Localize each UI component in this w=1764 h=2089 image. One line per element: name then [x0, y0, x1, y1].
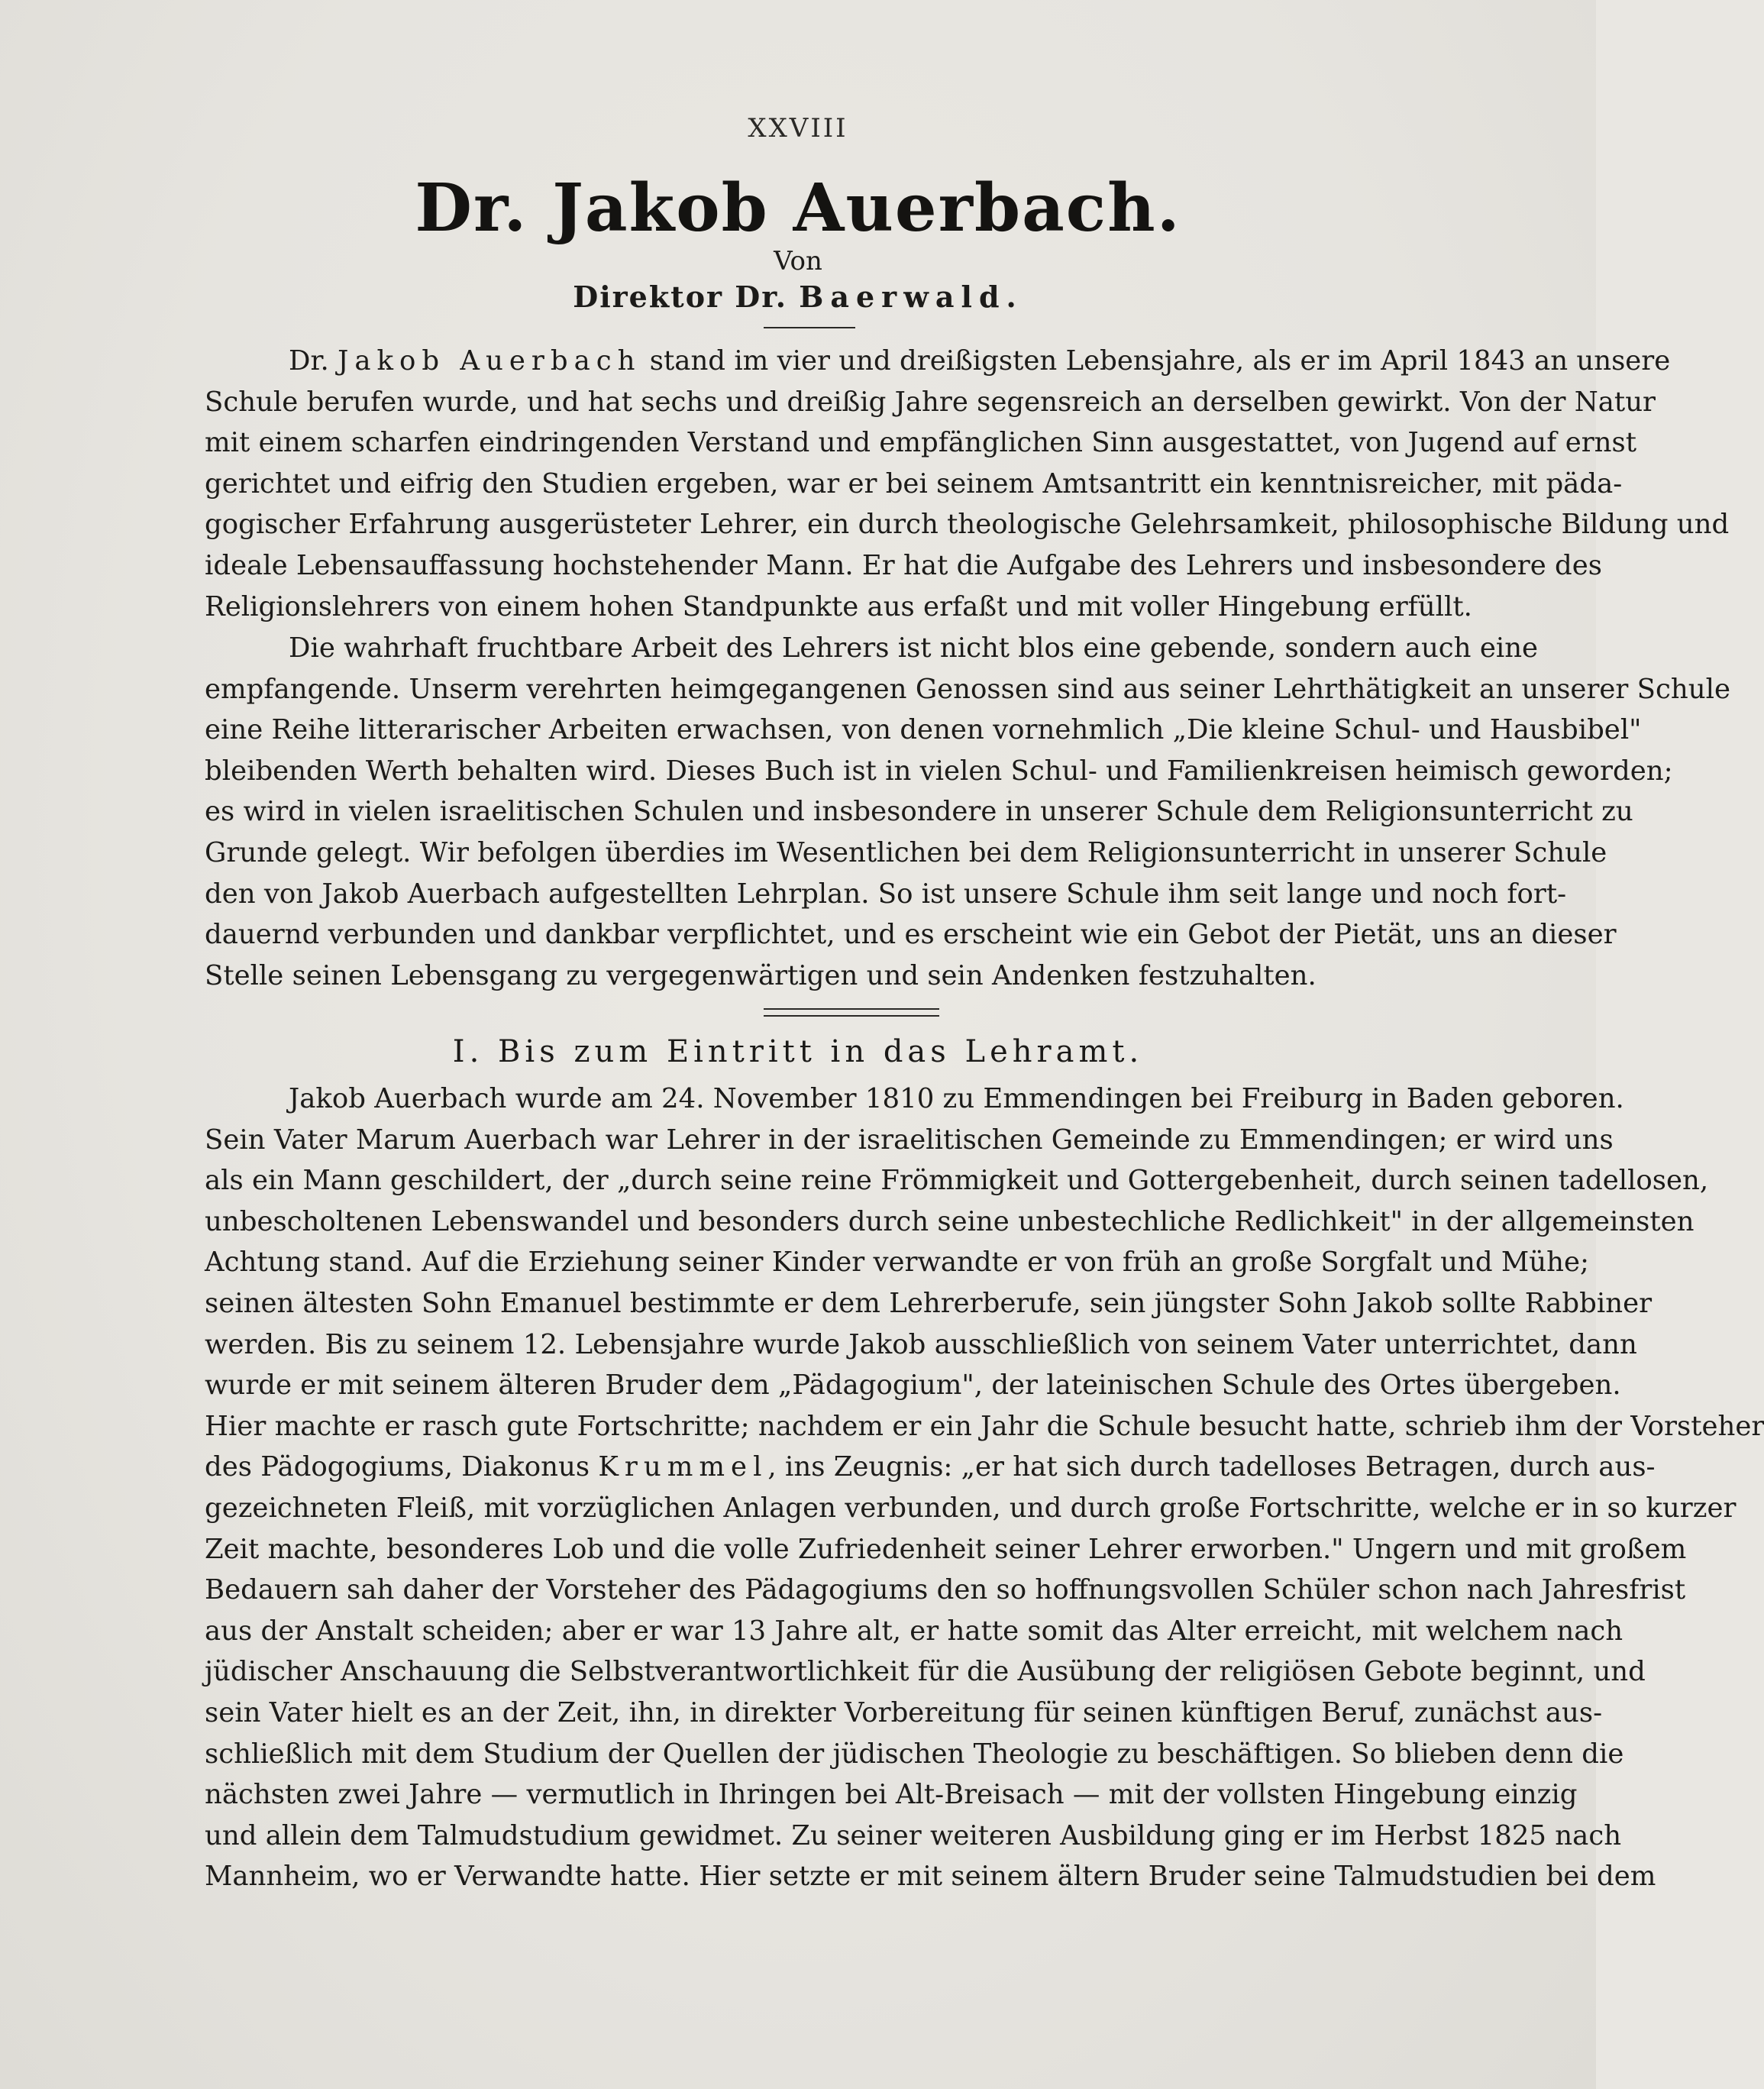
paragraph-line: dauernd verbunden und dankbar verpflichtet, und es erscheint wie ein Gebot der Pietät, uns an dieser: [205, 919, 1617, 951]
title-divider: [764, 327, 855, 328]
paragraph-line: als ein Mann geschildert, der „durch seine reine Frömmigkeit und Gottergebenheit, durch seinen tadellosen,: [205, 1165, 1709, 1197]
section-heading: I. Bis zum Eintritt in das Lehramt.: [452, 1034, 1144, 1069]
paragraph-line: mit einem scharfen eindringenden Verstand und empfänglichen Sinn ausgestattet, von Jugend auf ernst: [205, 427, 1637, 459]
paragraph-line: gezeichneten Fleiß, mit vorzüglichen Anlagen verbunden, und durch große Fortschritte, welche er in so kurzer: [205, 1492, 1737, 1524]
paragraph-line: des Pädogogiums, Diakonus Krummel, ins Zeugnis: „er hat sich durch tadelloses Betragen, durch aus-: [205, 1451, 1656, 1483]
paragraph-line: Schule berufen wurde, und hat sechs und dreißig Jahre segensreich an derselben gewirkt. Von der Natur: [205, 386, 1656, 418]
paragraph-line: werden. Bis zu seinem 12. Lebensjahre wurde Jakob ausschließlich von seinem Vater unterrichtet, dann: [205, 1328, 1637, 1360]
page-number: XXVIII: [748, 113, 848, 144]
paragraph-line: Die wahrhaft fruchtbare Arbeit des Lehrers ist nicht blos eine gebende, sondern auch eine: [289, 632, 1539, 664]
page-title: Dr. Jakob Auerbach.: [415, 170, 1181, 247]
paragraph-line: Sein Vater Marum Auerbach war Lehrer in der israelitischen Gemeinde zu Emmendingen; er wird uns: [205, 1124, 1614, 1156]
paragraph-line: aus der Anstalt scheiden; aber er war 13 Jahre alt, er hatte somit das Alter erreicht, mit welchem nach: [205, 1615, 1623, 1647]
second-paragraph: [205, 628, 1730, 996]
paragraph-line: gogischer Erfahrung ausgerüsteter Lehrer, ein durch theologische Gelehrsamkeit, philosophische Bildung und: [205, 509, 1730, 541]
paragraph-line: wurde er mit seinem älteren Bruder dem „Pädagogium", der lateinischen Schule des Ortes übergeben.: [205, 1369, 1621, 1402]
paragraph-line: nächsten zwei Jahre — vermutlich in Ihringen bei Alt-Breisach — mit der vollsten Hingebung einzig: [205, 1779, 1578, 1811]
paragraph-line: schließlich mit dem Studium der Quellen der jüdischen Theologie zu beschäftigen. So blieben denn die: [205, 1738, 1624, 1770]
paragraph-line: sein Vater hielt es an der Zeit, ihn, in direkter Vorbereitung für seinen künftigen Beruf, zunächst aus-: [205, 1696, 1603, 1728]
author-name: Baerwald.: [799, 280, 1023, 314]
paragraph-line: es wird in vielen israelitischen Schulen und insbesondere in unserer Schule dem Religionsunterricht zu: [205, 796, 1633, 828]
paragraph-line: Bedauern sah daher der Vorsteher des Pädagogiums den so hoffnungsvollen Schüler schon nach Jahresfrist: [205, 1574, 1686, 1606]
section-divider: [764, 1008, 939, 1017]
paragraph-line: jüdischer Anschauung die Selbstverantwortlichkeit für die Ausübung der religiösen Gebote beginnt, und: [205, 1656, 1646, 1688]
byline-von: Von: [774, 246, 822, 276]
paragraph-line: Hier machte er rasch gute Fortschritte; nachdem er ein Jahr die Schule besucht hatte, schrieb ihm der Vorsteher: [205, 1410, 1764, 1442]
intro-paragraph: [205, 341, 1730, 627]
paragraph-line: seinen ältesten Sohn Emanuel bestimmte er dem Lehrerberufe, sein jüngster Sohn Jakob sollte Rabbiner: [205, 1287, 1653, 1319]
author-prefix: Direktor Dr.: [573, 280, 788, 314]
paragraph-line: gerichtet und eifrig den Studien ergeben, war er bei seinem Amtsantritt ein kenntnisreicher, mit päda-: [205, 467, 1623, 500]
paragraph-line: Jakob Auerbach wurde am 24. November 1810 zu Emmendingen bei Freiburg in Baden geboren.: [289, 1083, 1624, 1114]
paragraph-line: den von Jakob Auerbach aufgestellten Lehrplan. So ist unsere Schule ihm seit lange und noch fort-: [205, 878, 1567, 910]
paragraph-line: Stelle seinen Lebensgang zu vergegenwärtigen und sein Andenken festzuhalten.: [205, 959, 1317, 991]
byline-author: [0, 280, 1596, 314]
paragraph-line: empfangende. Unserm verehrten heimgegangenen Genossen sind aus seiner Lehrthätigkeit an unserer Schule: [205, 673, 1730, 705]
paragraph-line: Grunde gelegt. Wir befolgen überdies im Wesentlichen bei dem Religionsunterricht in unserer Schule: [205, 836, 1607, 868]
section-paragraph: [205, 1078, 1764, 1897]
paragraph-line: Dr. Jakob Auerbach stand im vier und dreißigsten Lebensjahre, als er im April 1843 an unsere: [289, 345, 1671, 377]
paragraph-line: Mannheim, wo er Verwandte hatte. Hier setzte er mit seinem ältern Bruder seine Talmudstudien bei dem: [205, 1861, 1656, 1893]
paragraph-line: Zeit machte, besonderes Lob und die volle Zufriedenheit seiner Lehrer erworben." Ungern und mit großem: [205, 1533, 1687, 1565]
paragraph-line: bleibenden Werth behalten wird. Dieses Buch ist in vielen Schul- und Familienkreisen heimisch geworden;: [205, 755, 1673, 787]
paragraph-line: Religionslehrers von einem hohen Standpunkte aus erfaßt und mit voller Hingebung erfüllt.: [205, 590, 1472, 622]
paragraph-line: ideale Lebensauffassung hochstehender Mann. Er hat die Aufgabe des Lehrers und insbesondere des: [205, 549, 1603, 581]
paragraph-line: unbescholtenen Lebenswandel und besonders durch seine unbestechliche Redlichkeit" in der allgemeinsten: [205, 1205, 1695, 1237]
paragraph-line: und allein dem Talmudstudium gewidmet. Zu seiner weiteren Ausbildung ging er im Herbst 1825 nach: [205, 1819, 1622, 1851]
paragraph-line: Achtung stand. Auf die Erziehung seiner Kinder verwandte er von früh an große Sorgfalt und Mühe;: [205, 1247, 1589, 1279]
paragraph-line: eine Reihe litterarischer Arbeiten erwachsen, von denen vornehmlich „Die kleine Schul- und Hausbibel": [205, 714, 1642, 746]
